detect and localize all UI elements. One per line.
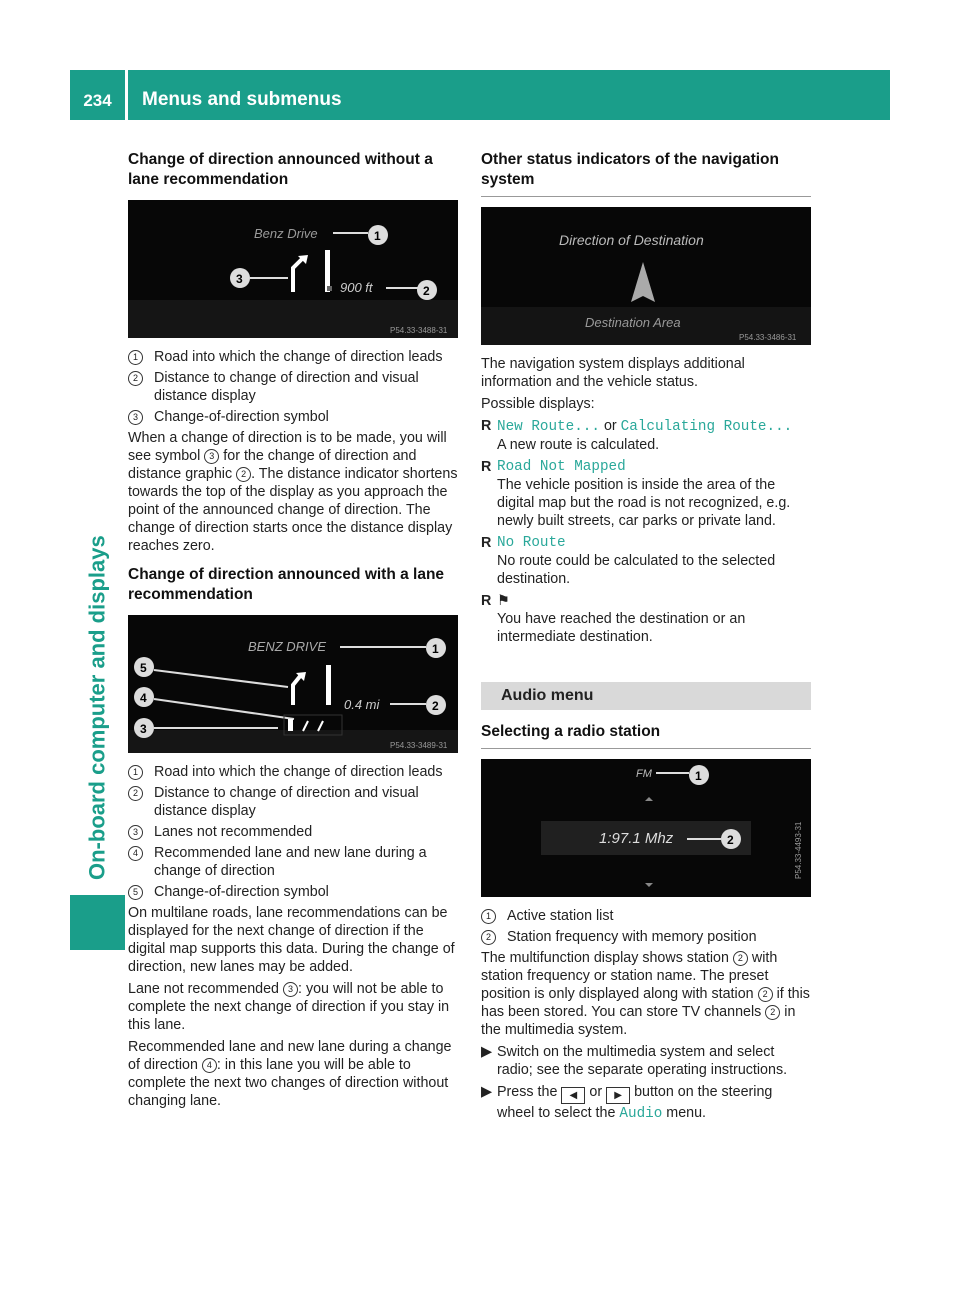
right-column [481, 150, 811, 1127]
legend-item: 2 Distance to change of direction and visual distance display [128, 784, 458, 820]
image-code: P54.33-4493-31 [794, 821, 803, 879]
legend-item: 2 Station frequency with memory position [481, 928, 811, 946]
status-item: R Road Not Mapped The vehicle position is inside the area of the digital map but the road is not recognized, e.g. newly built streets, car parks or private land. [481, 459, 791, 529]
section-banner-audio: Audio menu [481, 682, 811, 710]
display-band: FM [636, 768, 652, 780]
status-item: R New Route... or Calculating Route... A new route is calculated. [481, 418, 793, 453]
instruction-step: ▶ Press the ◀ or ▶ button on the steering wheel to select the Audio menu. [481, 1084, 773, 1122]
display-label: Benz Drive [254, 226, 318, 241]
legend-item: 4 Recommended lane and new lane during a change of direction [128, 844, 458, 880]
page-title: Menus and submenus [128, 70, 890, 120]
section-heading-radio: Selecting a radio station [481, 722, 811, 749]
display-distance: 0.4 mi [344, 697, 380, 712]
chapter-sidebar [70, 120, 125, 950]
image-code: P54.33-3488-31 [390, 326, 448, 335]
section-heading-no-lane: Change of direction announced without a lane recommendation [128, 151, 433, 188]
section-heading-lane: Change of direction announced with a lane recommendation [128, 566, 445, 603]
chapter-title: On-board computer and displays [84, 535, 110, 880]
paragraph: Recommended lane and new lane during a change of direction 4 : in this lane you will be able to complete the next two changes of direction without changing lane. [128, 1039, 452, 1109]
display-image-radio [481, 759, 811, 897]
svg-text:2: 2 [423, 284, 430, 298]
svg-text:5: 5 [140, 661, 147, 675]
svg-text:4: 4 [140, 691, 147, 705]
legend-item: 1 Road into which the change of direction leads [128, 348, 458, 366]
paragraph: Lane not recommended 3 : you will not be able to complete the next change of direction if you stay in this lane. [128, 981, 450, 1033]
paragraph: The navigation system displays additional information and the vehicle status. [481, 356, 745, 390]
left-column [128, 150, 458, 1114]
svg-text:1: 1 [432, 642, 439, 656]
legend-item: 1 Active station list [481, 907, 811, 925]
svg-text:1: 1 [374, 229, 381, 243]
legend-item: 1 Road into which the change of direction leads [128, 763, 458, 781]
right-arrow-button-icon: ▶ [606, 1087, 630, 1104]
legend-item: 5 Change-of-direction symbol [128, 883, 458, 901]
left-arrow-button-icon: ◀ [561, 1087, 585, 1104]
svg-text:2: 2 [727, 833, 734, 847]
image-code: P54.33-3486-31 [739, 333, 797, 342]
display-frequency: 1:97.1 Mhz [599, 830, 674, 847]
status-item: R ⚑ You have reached the destination or an intermediate destination. [481, 592, 811, 646]
instruction-step: ▶ Switch on the multimedia system and select radio; see the separate operating instructions. [481, 1044, 788, 1078]
display-image-status [481, 207, 811, 345]
image-code: P54.33-3489-31 [390, 741, 448, 750]
legend-item: 3 Lanes not recommended [128, 823, 458, 841]
chapter-marker [70, 895, 125, 950]
destination-flag-icon: ⚑ [497, 593, 510, 609]
display-label: BENZ DRIVE [248, 639, 327, 654]
svg-text:2: 2 [432, 699, 439, 713]
display-image-lane [128, 615, 458, 753]
page-number: 234 [70, 70, 125, 120]
svg-text:3: 3 [140, 722, 147, 736]
svg-text:3: 3 [236, 272, 243, 286]
paragraph: The multifunction display shows station 2 with station frequency or station name. The preset position is only displayed along with station 2 if this has been stored. You can store TV channels 2 in the multimedia system. [481, 950, 810, 1038]
display-subtitle: Destination Area [585, 315, 681, 330]
display-distance: 900 ft [340, 280, 373, 295]
display-image-no-lane [128, 200, 458, 338]
page-header [70, 70, 890, 120]
svg-text:1: 1 [695, 769, 702, 783]
paragraph: Possible displays: [481, 396, 595, 412]
legend-item: 3 Change-of-direction symbol [128, 408, 458, 426]
status-item: R No Route No route could be calculated to the selected destination. [481, 535, 776, 587]
legend-item: 2 Distance to change of direction and visual distance display [128, 369, 458, 405]
paragraph: When a change of direction is to be made, you will see symbol 3 for the change of direction and distance graphic 2 . The distance indicator shortens towards the top of the display as you approach the point of the announced change of direction. The change of direction starts once the distance display reaches zero. [128, 430, 458, 554]
section-heading-status: Other status indicators of the navigation system [481, 150, 811, 197]
paragraph: On multilane roads, lane recommendations can be displayed for the next change of direction if the digital map supports this data. During the change of direction, new lanes may be added. [128, 905, 455, 975]
display-title: Direction of Destination [559, 232, 704, 248]
